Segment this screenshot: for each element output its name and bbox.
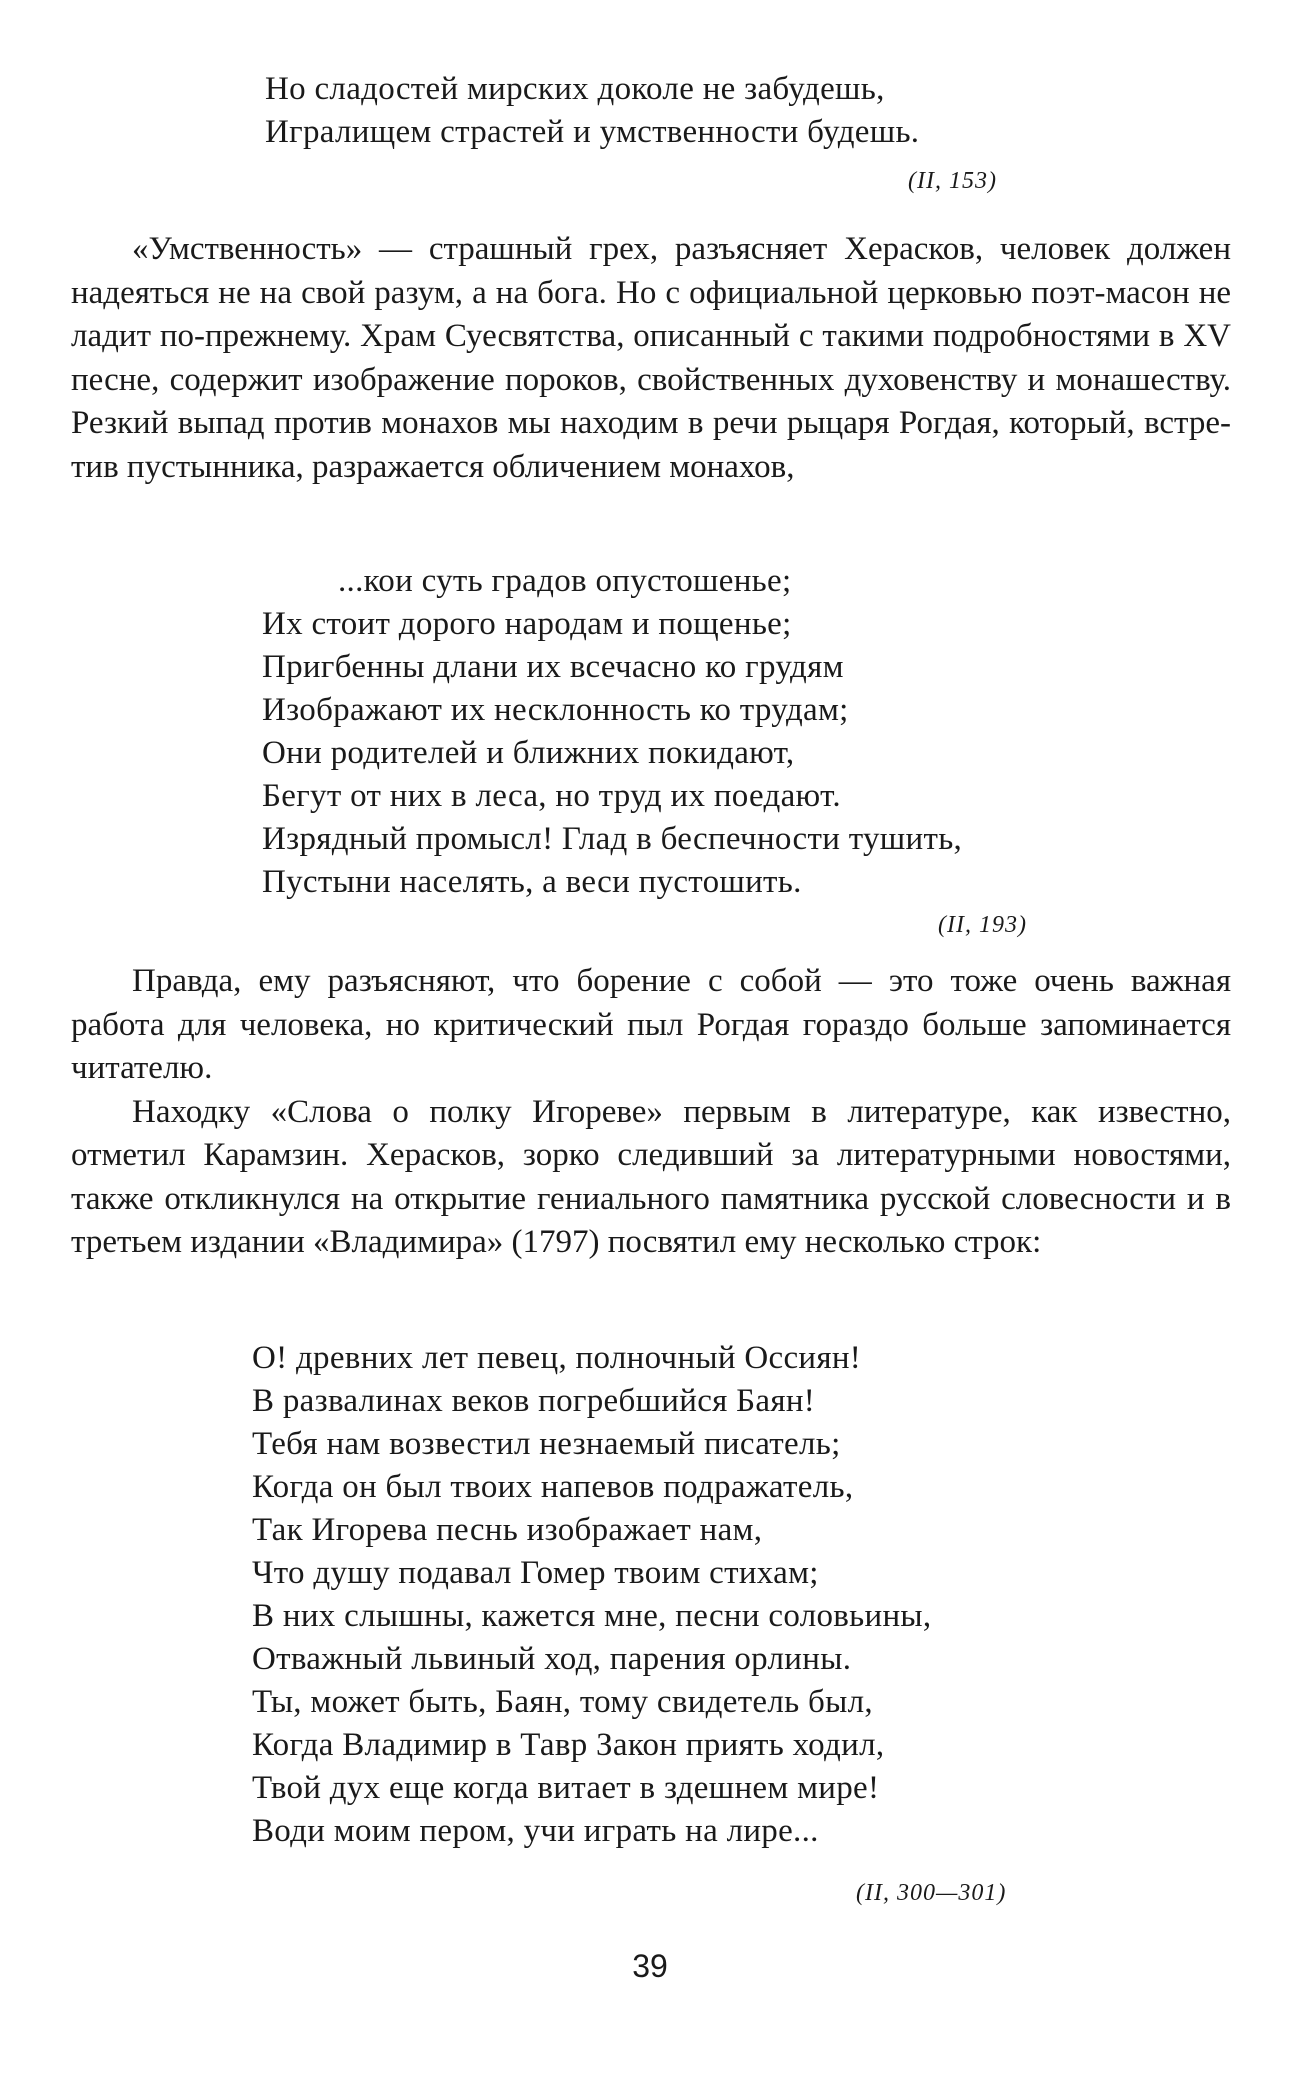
paragraph: «Умственность» — страшный грех, разъясняет Херасков, человек должен надеяться не на свой разум, а на бога. Но с официальной церковью поэт-масон не ладит по-прежнему. Храм Суесвятства, описанный с такими подробностями в XV песне, содержит изображение пороков, свойственных духовенству и монашеству. Резкий выпад против монахов мы находим в речи рыцаря Рогдая, который, встретив пустынника, разражается обличением монахов, (71, 231, 1231, 485)
verse-line: Так Игорева песнь изображает нам, (252, 1512, 763, 1548)
paragraph: Находку «Слова о полку Игореве» первым в литературе, как известно, отметил Карамзин. Херасков, зорко следивший за литературными новостями, также откликнулся на открытие гениального памятника русской словесности и в третьем издании «Владимира» (1797) посвятил ему несколько строк: (71, 1093, 1231, 1260)
verse-quote-2 (262, 560, 962, 904)
prose-block-2 (71, 960, 1231, 1265)
verse-line: Отважный львиный ход, парения орлины. (252, 1641, 852, 1677)
verse-line: Пригбенны длани их всечасно ко грудям (262, 649, 844, 685)
verse-line: Их стоит дорого народам и пощенье; (262, 606, 792, 642)
page-number: 39 (632, 1948, 668, 1984)
verse-line: В развалинах веков погребшийся Баян! (252, 1383, 816, 1419)
verse-line: Изрядный промысл! Глад в беспечности тушить, (262, 821, 963, 857)
verse-line: Игралищем страстей и умственности будешь. (265, 114, 920, 150)
verse-line: Они родителей и ближних покидают, (262, 735, 795, 771)
verse-line: Когда он был твоих напевов подражатель, (252, 1469, 854, 1505)
verse-quote-1 (265, 68, 919, 154)
verse-line: Води моим пером, учи играть на лире... (252, 1813, 819, 1849)
verse-line: Когда Владимир в Тавр Закон приять ходил, (252, 1727, 885, 1763)
verse-line: Тебя нам возвестил незнаемый писатель; (252, 1426, 841, 1462)
paragraph: Правда, ему разъясняют, что борение с собой — это тоже очень важная работа для человека, но критический пыл Рогдая гораздо больше запоминается читателю. (71, 963, 1231, 1086)
verse-line: О! древних лет певец, полночный Оссиян! (252, 1340, 862, 1376)
verse-line: ...кои суть градов опустошенье; (338, 563, 792, 599)
citation: (II, 300—301) (856, 1880, 1007, 1906)
citation: (II, 153) (908, 168, 997, 194)
verse-line: Пустыни населять, а веси пустошить. (262, 864, 802, 900)
citation: (II, 193) (938, 912, 1027, 938)
verse-line: В них слышны, кажется мне, песни соловьины, (252, 1598, 932, 1634)
verse-line: Твой дух еще когда витает в здешнем мире! (252, 1770, 880, 1806)
verse-line: Бегут от них в леса, но труд их поедают. (262, 778, 841, 814)
verse-line: Изображают их несклонность ко трудам; (262, 692, 849, 728)
verse-line: Ты, может быть, Баян, тому свидетель был, (252, 1684, 873, 1720)
verse-line: Но сладостей мирских доколе не забудешь, (265, 71, 885, 107)
verse-quote-3 (252, 1337, 931, 1853)
verse-line: Что душу подавал Гомер твоим стихам; (252, 1555, 819, 1591)
prose-block-1 (71, 228, 1231, 489)
